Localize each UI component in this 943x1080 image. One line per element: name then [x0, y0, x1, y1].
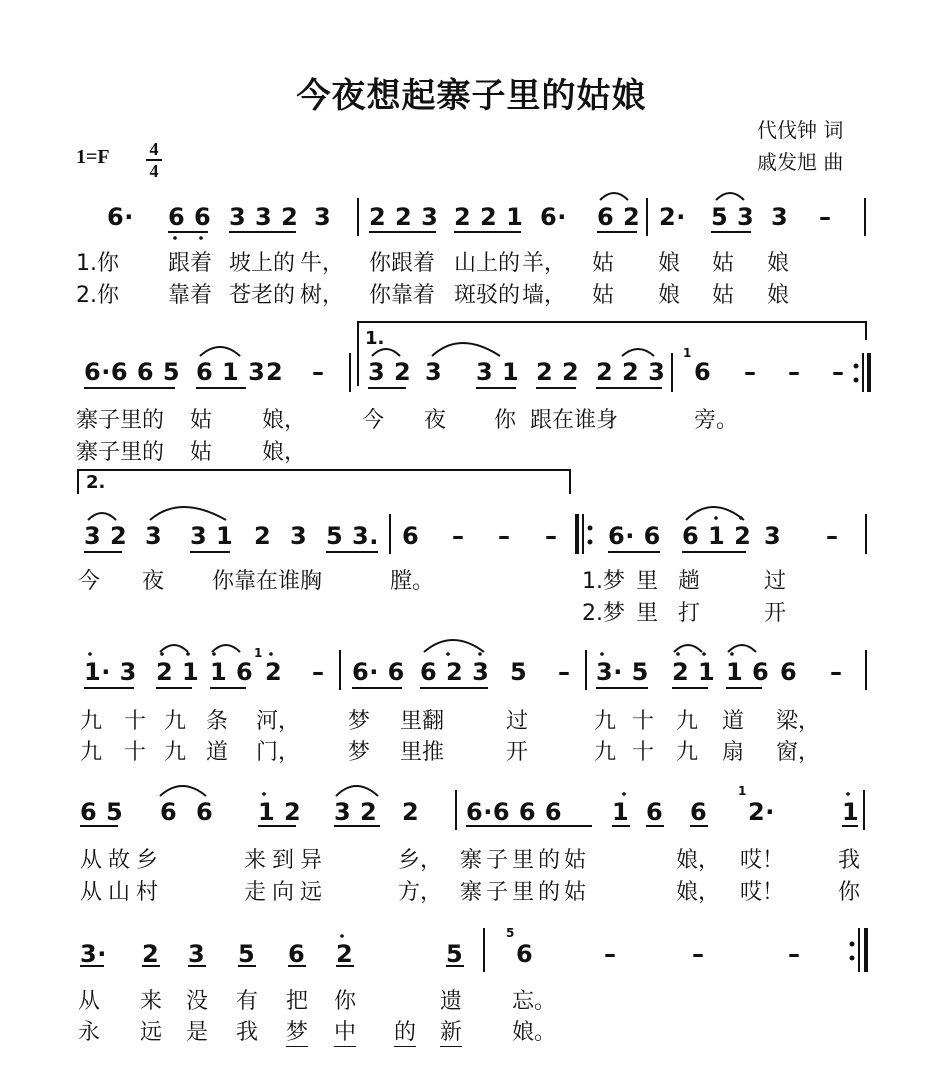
lyric: 十 [124, 740, 147, 765]
octave-dot [730, 652, 734, 656]
note-group: 3· 5 [596, 658, 649, 686]
lyric: 开 [506, 740, 529, 765]
volta-2-label: 2. [86, 472, 106, 493]
lyric: 远 [140, 1020, 163, 1045]
note-group: 2· [748, 798, 775, 826]
note-group: 3 [314, 203, 332, 231]
note-group: 2 1 [672, 658, 716, 686]
lyric: 寨子里的姑 [460, 880, 591, 905]
lyric: 里推 [400, 740, 445, 765]
lyric: 姑 [190, 440, 213, 465]
lyric: 窗， [776, 740, 821, 765]
note-group: 2 1 [156, 658, 200, 686]
lyric: 过 [764, 569, 787, 594]
lyric: 永 [78, 1020, 101, 1045]
lyric: 走向远 [244, 880, 329, 905]
note-group: 1· 3 [84, 658, 137, 686]
lyric: 九 [594, 740, 617, 765]
lyric: 寨子里的 [76, 440, 165, 465]
song-title: 今夜想起寨子里的姑娘 [296, 76, 647, 116]
lyric: 旁。 [694, 408, 739, 433]
note-group: – [312, 358, 325, 386]
lyric: 你跟着 [369, 251, 436, 276]
lyric: 2.你 [76, 283, 119, 308]
lyric: 1.你 [76, 251, 119, 276]
lyric: 的 [394, 1015, 416, 1047]
grace-note: 1 [738, 784, 747, 798]
note-group: 6 [780, 658, 798, 686]
lyric: 1.梦 [582, 569, 625, 594]
note-group: 5 [510, 658, 528, 686]
note-group: 6 [160, 798, 178, 826]
lyric: 靠着 [168, 283, 213, 308]
note-group: 6 1 3 [196, 358, 266, 386]
repeat-dot [854, 364, 859, 369]
note-group: 2 2 [536, 358, 580, 386]
lyric: 2.梦 [582, 601, 625, 626]
octave-dot [186, 652, 190, 656]
octave-dot [88, 652, 92, 656]
time-signature-bottom: 4 [149, 160, 159, 181]
note-group: 2 [402, 798, 420, 826]
lyric: 姑 [712, 283, 735, 308]
note-group: 2· [659, 203, 686, 231]
note-group: 6· 6 [608, 522, 661, 550]
lyric: 姑 [712, 251, 735, 276]
octave-dot [478, 652, 482, 656]
slur [160, 786, 206, 796]
note-group: 1 [612, 798, 630, 826]
lyric: 里翻 [400, 709, 445, 734]
lyric: 姑 [592, 251, 615, 276]
octave-dot [846, 792, 850, 796]
lyric: 你 [334, 989, 357, 1014]
note-group: 5 3. [326, 522, 379, 550]
lyric: 开 [764, 601, 787, 626]
octave-dot [262, 792, 266, 796]
octave-dot [199, 236, 203, 240]
repeat-dot [588, 526, 593, 531]
slur [600, 193, 628, 200]
lyric: 寨子里的姑 [460, 848, 591, 873]
lyric: 哎！ [740, 848, 785, 873]
note-group: 3 2 [368, 358, 412, 386]
note-group: – [832, 358, 845, 386]
lyric: 斑驳的 [454, 283, 521, 308]
key-signature: 1=F [76, 146, 110, 168]
note-group: 5 [446, 940, 464, 968]
octave-dot [600, 652, 604, 656]
note-group: 3· [80, 940, 107, 968]
note-group: 3 [771, 203, 789, 231]
note-group: 3 [425, 358, 443, 386]
note-group: 2 2 1 [454, 203, 524, 231]
lyric: 你 [494, 408, 517, 433]
note-group: 6·6 6 5 [84, 358, 181, 386]
lyric: 九 [676, 740, 699, 765]
note-group: – [788, 940, 801, 968]
lyric: 娘， [262, 440, 307, 465]
note-group: 6 5 [80, 798, 124, 826]
lyric: 遗 [440, 989, 463, 1014]
note-group: 6· [540, 203, 567, 231]
note-group: 1 6 [210, 658, 254, 686]
slur [336, 786, 378, 796]
note-group: – [452, 522, 465, 550]
lyric: 娘。 [512, 1020, 557, 1045]
lyric: 从故乡 [80, 848, 165, 873]
note-group: – [498, 522, 511, 550]
octave-dot [622, 792, 626, 796]
note-group: 2 [254, 522, 272, 550]
slur [150, 507, 226, 520]
lyric: 新 [440, 1015, 462, 1047]
note-group: 3 2 [84, 522, 128, 550]
slur [728, 645, 756, 652]
lyric: 梦 [348, 709, 371, 734]
lyric: 道 [722, 709, 745, 734]
lyric: 夜 [424, 408, 447, 433]
note-group: – [830, 658, 843, 686]
lyric: 没 [186, 989, 209, 1014]
lyric: 中 [334, 1015, 356, 1047]
lyric: 羊， [522, 251, 567, 276]
grace-note: 1 [683, 346, 692, 360]
note-group: 6 6 [168, 203, 212, 231]
lyric: 十 [632, 740, 655, 765]
lyric: 趟 [678, 569, 701, 594]
lyric: 是 [186, 1020, 209, 1045]
note-group: 3 1 [476, 358, 520, 386]
slur [372, 349, 400, 356]
note-group: 1 2 [258, 798, 302, 826]
repeat-dot [588, 540, 593, 545]
slur [200, 347, 240, 356]
lyric: 梁， [776, 709, 821, 734]
note-group: 2 2 3 [369, 203, 439, 231]
lyric: 娘， [676, 848, 721, 873]
note-group: 3 [290, 522, 308, 550]
grace-note: 1 [254, 646, 263, 660]
octave-dot [714, 516, 718, 520]
lyric: 河， [256, 709, 301, 734]
note-group: 3 [145, 522, 163, 550]
note-group: 3 1 [190, 522, 234, 550]
lyric: 九 [594, 709, 617, 734]
note-group: – [312, 658, 325, 686]
note-group: 6 2 3 [420, 658, 490, 686]
note-group: 2 [142, 940, 160, 968]
lyric: 墙， [522, 283, 567, 308]
octave-dot [446, 652, 450, 656]
lyric: 十 [632, 709, 655, 734]
lyric: 把 [286, 989, 309, 1014]
lyric: 哎！ [740, 880, 785, 905]
note-group: 2 [265, 658, 283, 686]
lyric: 十 [124, 709, 147, 734]
lyric: 娘， [262, 408, 307, 433]
note-group: 5 [238, 940, 256, 968]
lyric: 牛， [300, 251, 345, 276]
note-group: 6 [288, 940, 306, 968]
octave-dot [739, 516, 743, 520]
lyric: 娘 [767, 283, 790, 308]
note-group: – [604, 940, 617, 968]
lyric: 过 [506, 709, 529, 734]
lyric: 膛。 [390, 569, 435, 594]
slur [432, 343, 500, 356]
note-group: – [819, 203, 832, 231]
lyric: 今 [78, 569, 101, 594]
note-group: 5 3 [711, 203, 755, 231]
lyric: 里 [636, 569, 659, 594]
note-group: 3 2 [334, 798, 378, 826]
note-group: – [826, 522, 839, 550]
lyric: 九 [164, 709, 187, 734]
note-group: 6 [646, 798, 664, 826]
repeat-dot [854, 378, 859, 383]
note-group: 2 [266, 358, 284, 386]
lyric: 里 [636, 601, 659, 626]
lyric: 九 [676, 709, 699, 734]
octave-dot [340, 934, 344, 938]
lyric: 九 [164, 740, 187, 765]
lyric: 姑 [190, 408, 213, 433]
octave-dot [269, 652, 273, 656]
note-group: 6· 6 [352, 658, 405, 686]
composer-credit: 戚发旭 曲 [757, 150, 844, 174]
lyric: 你靠在谁胸 [212, 569, 323, 594]
lyric: 坡上的 [229, 251, 296, 276]
note-group: 6 1 2 [682, 522, 752, 550]
note-group: – [692, 940, 705, 968]
lyric: 娘 [767, 251, 790, 276]
lyric: 来 [140, 989, 163, 1014]
note-group: 6·6 6 6 [466, 798, 563, 826]
lyric: 你 [838, 880, 861, 905]
lyric: 梦 [286, 1015, 308, 1047]
time-signature-top: 4 [149, 139, 159, 159]
lyric: 跟在谁身 [530, 408, 619, 433]
lyric: 扇 [722, 740, 745, 765]
lyric: 苍老的 [229, 283, 296, 308]
slur [674, 645, 702, 652]
note-group: – [558, 658, 571, 686]
lyric: 方， [398, 880, 443, 905]
note-group: 3 [764, 522, 782, 550]
note-group: 6 2 [597, 203, 641, 231]
lyric: 娘 [658, 251, 681, 276]
note-group: 6 [694, 358, 712, 386]
repeat-dot [850, 942, 855, 947]
lyric: 来到异 [244, 848, 329, 873]
lyric: 夜 [142, 569, 165, 594]
grace-note: 5 [506, 926, 515, 940]
note-group: 2 2 3 [596, 358, 666, 386]
lyric: 九 [80, 740, 103, 765]
slur [424, 640, 484, 652]
lyric: 从 [78, 989, 101, 1014]
lyric: 门， [256, 740, 301, 765]
note-group: – [788, 358, 801, 386]
lyric: 今 [362, 408, 385, 433]
lyricist-credit: 代伐钟 词 [757, 118, 844, 142]
lyric: 条 [206, 709, 229, 734]
volta-bracket [78, 470, 570, 494]
lyric: 树， [300, 283, 345, 308]
note-group: 6· [107, 203, 134, 231]
slur [88, 513, 116, 520]
note-group: 3 [188, 940, 206, 968]
octave-dot [702, 652, 706, 656]
slur [716, 193, 744, 200]
lyric: 打 [678, 601, 701, 626]
lyric: 姑 [592, 283, 615, 308]
lyric: 跟着 [168, 251, 213, 276]
note-group: 6 [402, 522, 420, 550]
lyric: 山上的 [454, 251, 521, 276]
lyric: 道 [206, 740, 229, 765]
note-group: 6 [690, 798, 708, 826]
lyric: 你靠着 [369, 283, 436, 308]
lyric: 从山村 [80, 880, 165, 905]
note-group: 6 [196, 798, 214, 826]
repeat-dot [850, 956, 855, 961]
note-group: 6 [516, 940, 534, 968]
lyric: 娘， [676, 880, 721, 905]
lyric: 梦 [348, 740, 371, 765]
note-group: 1 [842, 798, 860, 826]
note-group: 1 6 [726, 658, 770, 686]
slur [160, 645, 188, 652]
lyric: 寨子里的 [76, 408, 165, 433]
octave-dot [676, 652, 680, 656]
note-group: 2 [336, 940, 354, 968]
lyric: 忘。 [512, 989, 557, 1014]
lyric: 我 [838, 848, 861, 873]
lyric: 有 [236, 989, 259, 1014]
slur [622, 349, 654, 356]
note-group: – [744, 358, 757, 386]
slur [212, 645, 240, 652]
volta-1-label: 1. [365, 328, 385, 349]
octave-dot [160, 652, 164, 656]
lyric: 我 [236, 1020, 259, 1045]
lyric: 九 [80, 709, 103, 734]
lyric: 娘 [658, 283, 681, 308]
lyric: 乡， [398, 848, 443, 873]
octave-dot [173, 236, 177, 240]
note-group: 3 3 2 [229, 203, 299, 231]
note-group: – [545, 522, 558, 550]
octave-dot [212, 652, 216, 656]
